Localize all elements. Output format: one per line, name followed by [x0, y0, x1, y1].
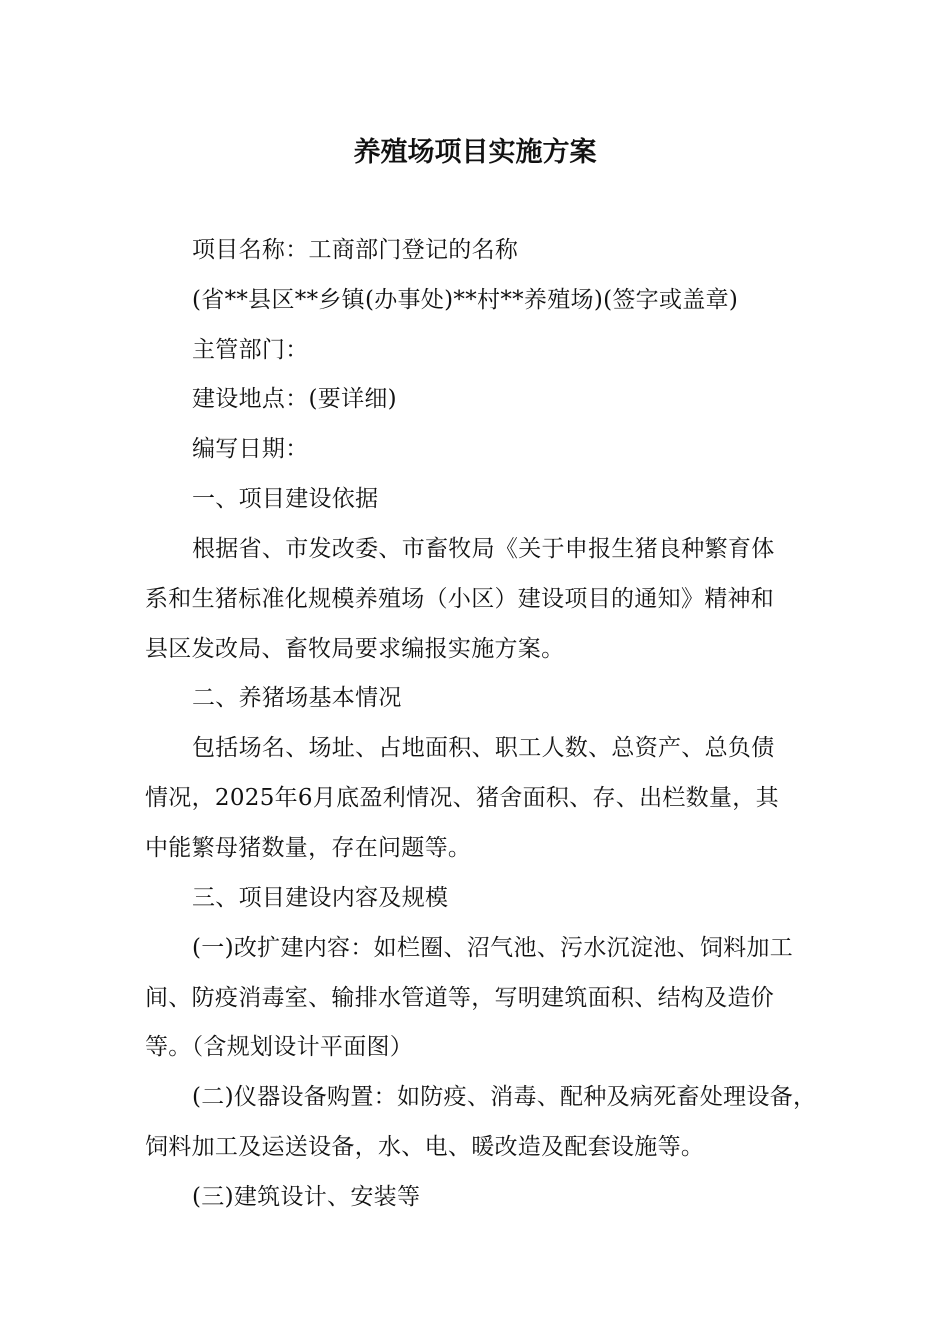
paragraph-line: 等。（含规划设计平面图） [145, 1034, 414, 1060]
paragraph-line: 饲料加工及运送设备，水、电、暖改造及配套设施等。 [145, 1134, 705, 1160]
location-line: 建设地点：(要详细) [192, 386, 397, 412]
project-name-detail-line: (省**县区**乡镇(办事处)**村**养殖场)(签字或盖章) [192, 287, 739, 313]
paragraph-line: (三)建筑设计、安装等 [192, 1184, 421, 1210]
paragraph-line: 中能繁母猪数量，存在问题等。 [145, 835, 472, 861]
paragraph-line: (一)改扩建内容：如栏圈、沼气池、污水沉淀池、饲料加工 [192, 935, 794, 961]
section-heading-farm-info: 二、养猪场基本情况 [192, 685, 402, 711]
document-title: 养殖场项目实施方案 [353, 137, 597, 168]
paragraph-line: (二)仪器设备购置：如防疫、消毒、配种及病死畜处理设备， [192, 1084, 817, 1110]
department-line: 主管部门： [192, 337, 309, 363]
paragraph-line: 情况，2025年6月底盈利情况、猪舍面积、存、出栏数量，其 [145, 785, 779, 811]
paragraph-line: 根据省、市发改委、市畜牧局《关于申报生猪良种繁育体 [192, 536, 775, 562]
date-line: 编写日期： [192, 436, 309, 462]
section-heading-basis: 一、项目建设依据 [192, 486, 379, 512]
paragraph-line: 间、防疫消毒室、输排水管道等，写明建筑面积、结构及造价 [145, 985, 775, 1011]
paragraph-line: 包括场名、场址、占地面积、职工人数、总资产、总负债 [192, 735, 775, 761]
project-name-line: 项目名称：工商部门登记的名称 [192, 237, 519, 263]
paragraph-line: 系和生猪标准化规模养殖场（小区）建设项目的通知》精神和 [145, 586, 775, 612]
section-heading-content: 三、项目建设内容及规模 [192, 885, 449, 911]
paragraph-line: 县区发改局、畜牧局要求编报实施方案。 [145, 636, 565, 662]
